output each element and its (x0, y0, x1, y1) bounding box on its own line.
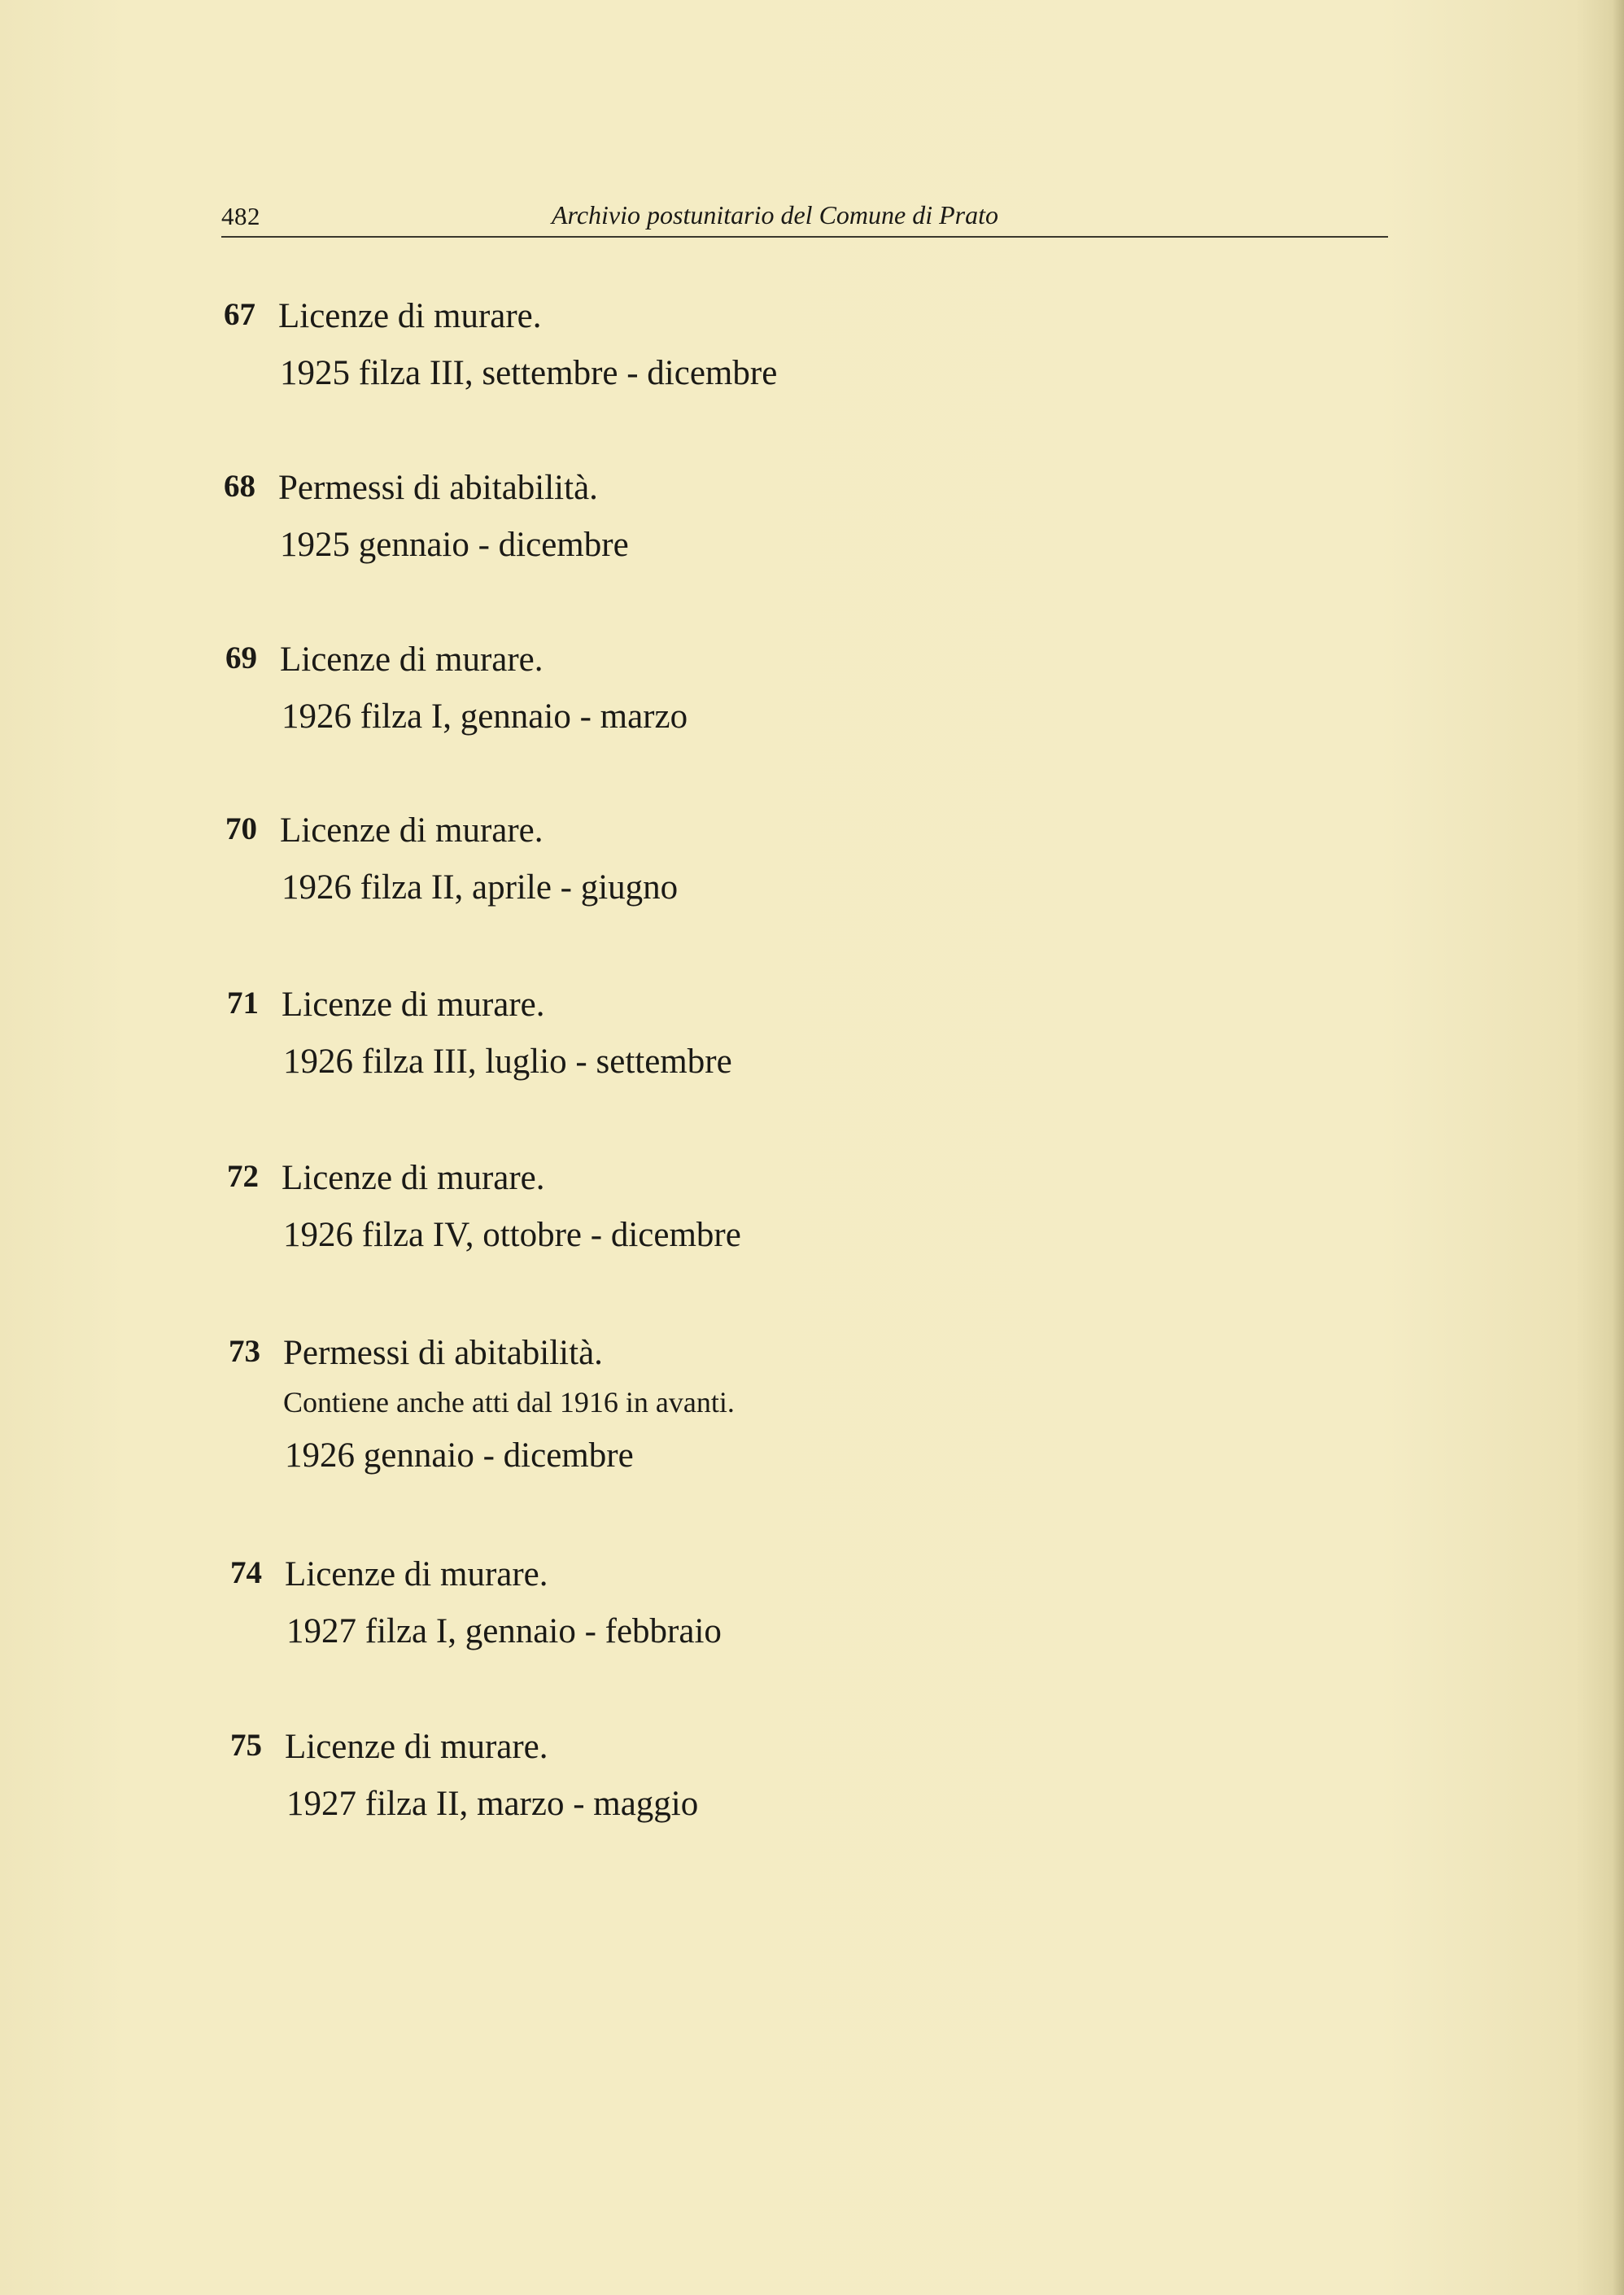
page-number: 482 (221, 202, 260, 230)
entry-title: Permessi di abitabilità. (278, 469, 598, 507)
entry-number: 75 (230, 1728, 262, 1763)
entry-title: Licenze di murare. (278, 297, 542, 335)
entry-number: 74 (230, 1555, 262, 1590)
entry-date: 1926 filza III, luglio - settembre (283, 1043, 732, 1081)
running-title: Archivio postunitario del Comune di Prato (552, 200, 998, 230)
entry-date: 1926 gennaio - dicembre (285, 1436, 634, 1475)
entry-title: Licenze di murare. (285, 1728, 548, 1766)
entry-number: 69 (225, 640, 257, 675)
page-header (221, 199, 1388, 238)
entry-date: 1925 filza III, settembre - dicembre (280, 354, 778, 392)
entry-date: 1927 filza II, marzo - maggio (286, 1785, 699, 1823)
entry-number: 67 (224, 297, 255, 332)
entry-title: Licenze di murare. (282, 1159, 545, 1197)
entry-number: 72 (227, 1159, 259, 1194)
entry-title: Permessi di abitabilità. (283, 1334, 603, 1372)
entry-number: 68 (224, 469, 255, 504)
entry-date: 1926 filza I, gennaio - marzo (282, 697, 688, 736)
entry-date: 1925 gennaio - dicembre (280, 526, 629, 564)
entry-number: 73 (229, 1334, 260, 1369)
entry-note: Contiene anche atti dal 1916 in avanti. (283, 1386, 735, 1419)
entry-title: Licenze di murare. (280, 811, 544, 850)
page-edge-shadow (1613, 0, 1624, 2295)
entry-title: Licenze di murare. (282, 986, 545, 1024)
entry-title: Licenze di murare. (280, 640, 544, 679)
entry-number: 71 (227, 986, 259, 1021)
entry-number: 70 (225, 811, 257, 846)
entry-date: 1926 filza II, aprile - giugno (282, 868, 679, 907)
entry-date: 1927 filza I, gennaio - febbraio (286, 1612, 722, 1650)
entry-title: Licenze di murare. (285, 1555, 548, 1593)
entry-date: 1926 filza IV, ottobre - dicembre (283, 1216, 741, 1254)
